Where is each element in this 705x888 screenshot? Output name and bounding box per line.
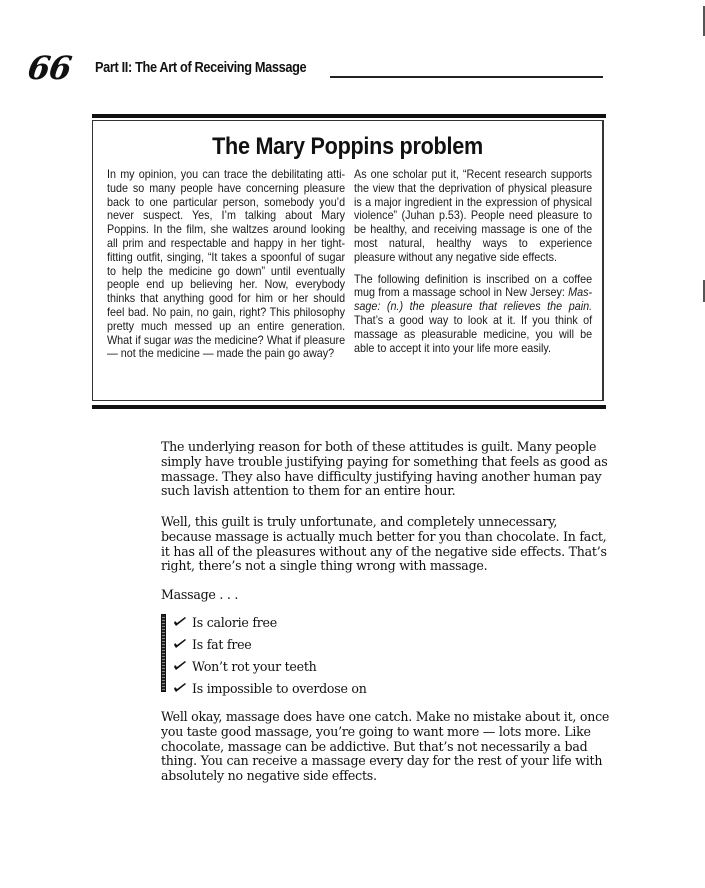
list-item xyxy=(161,677,367,699)
paragraph-text: Well okay, massage does have one catch. Make no mistake about it, once you taste good massage, you’re going to want more — lots more. Like chocolate, massage can be addictive. But that’s not necessarily a bad thing. You can receive a massage every day for the rest of your life with absolutely no negative side effects. xyxy=(161,709,610,784)
sidebar-paragraph xyxy=(354,273,592,356)
sidebar-left-column xyxy=(107,168,345,369)
running-head: Part II: The Art of Receiving Massage xyxy=(95,60,307,76)
check-icon xyxy=(173,638,187,650)
sidebar-paragraph: As one scholar put it, “Recent research supports the view that the deprivation of physical pleasure is a major ingredient in the expression of physical violence” (Juhan p.53). People need pleasure to be healthy, and receiving massage is one of the most natural, healthy ways to experience pleasure without any negative side effects. xyxy=(354,168,593,264)
text-run: the medicine? What if pleasure — not the medicine — made the pain go away? xyxy=(107,333,346,361)
text-run: In my opinion, you can trace the debilitating attitude so many people have concerning pleasure back to one particular person, somebody you’d never suspect. Yes, I’m talking about Mary Poppins. In the film, she waltzes around looking all prim and respectable and happy in her tightfitting outfit, singing, “It takes a spoonful of sugar to help the medicine go down” until eventually people end up believing her. Now, everybody thinks that anything good for him or her should feel bad. No pain, no gain, right? This philosophy pretty much messed up an entire generation. What if sugar xyxy=(107,168,346,347)
text-run: The following definition is inscribed on a coffee mug from a massage school in New Jersey: xyxy=(354,272,593,300)
text-run: That’s a good way to look at it. If you think of massage as pleasurable medicine, you will be able to accept it into your life more easily. xyxy=(354,313,593,355)
emphasis: Mas-sage: (n.) the pleasure that relieves the pain. xyxy=(354,286,593,314)
page-number: 66 xyxy=(25,49,74,87)
check-icon xyxy=(173,616,187,628)
check-list xyxy=(161,611,367,699)
check-icon xyxy=(173,660,187,672)
sidebar-right-column xyxy=(354,168,592,363)
list-item xyxy=(161,633,367,655)
sidebar-bottom-rule xyxy=(92,405,606,409)
emphasis: was xyxy=(174,333,194,347)
list-intro xyxy=(161,588,611,603)
check-icon xyxy=(173,682,187,694)
list-item-text: Won’t rot your teeth xyxy=(192,658,317,674)
list-item xyxy=(161,655,367,677)
list-intro-text: Massage . . . xyxy=(161,587,239,602)
body-paragraph xyxy=(161,710,611,784)
body-paragraph xyxy=(161,440,611,499)
paragraph-text: The underlying reason for both of these attitudes is guilt. Many people simply have trouble justifying paying for something that feels as good as massage. They also have difficulty justifying having another human pay such lavish attention to them for an entire hour. xyxy=(161,439,608,499)
list-item-text: Is fat free xyxy=(192,636,252,652)
header-rule xyxy=(330,76,603,78)
sidebar-title: The Mary Poppins problem xyxy=(212,133,483,160)
body-paragraph xyxy=(161,515,611,574)
list-item xyxy=(161,611,367,633)
list-item-text: Is impossible to overdose on xyxy=(192,680,367,696)
sidebar-top-rule xyxy=(92,114,606,118)
paragraph-text: Well, this guilt is truly unfortunate, and completely unnecessary, because massage is actually much better for you than chocolate. In fact, it has all of the pleasures without any of the negative side effects. That’s right, there’s not a single thing wrong with massage. xyxy=(161,514,607,574)
list-item-text: Is calorie free xyxy=(192,614,277,630)
sidebar-box xyxy=(92,120,604,401)
sidebar-paragraph xyxy=(107,168,345,361)
